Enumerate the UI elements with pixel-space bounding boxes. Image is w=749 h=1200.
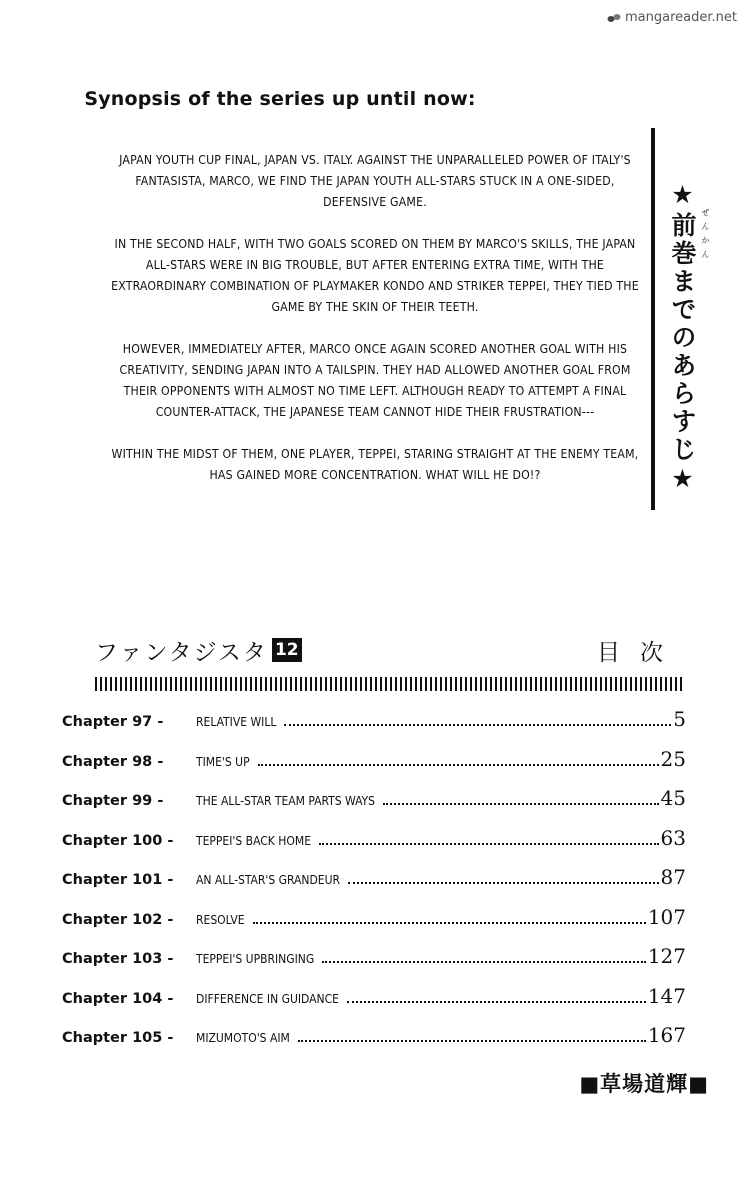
synopsis-title: Synopsis of the series up until now: (84, 88, 476, 110)
toc-row (62, 826, 686, 866)
chapter-number: Chapter 103 - (62, 951, 174, 967)
chapter-title: TEPPEI'S UPBRINGING (196, 952, 315, 966)
chapter-number: Chapter 100 - (62, 832, 174, 849)
dot-leader (348, 882, 659, 884)
dot-leader (258, 764, 659, 766)
series-title (95, 634, 302, 667)
chapter-number: Chapter 104 - (62, 990, 174, 1007)
toc-row (62, 707, 686, 747)
dot-leader (347, 1001, 646, 1003)
toc-row (62, 786, 686, 826)
chapter-number: Chapter 105 - (62, 1030, 174, 1046)
chapter-number: Chapter 102 - (62, 911, 174, 928)
watermark-text: mangareader.net (625, 10, 737, 25)
watermark (607, 10, 737, 25)
synopsis-paragraph: HOWEVER, IMMEDIATELY AFTER, MARCO ONCE AGAIN SCORED ANOTHER GOAL WITH HIS CREATIVITY, SENDING JAPAN INTO A TAILSPIN. THEY HAD ALLOWED ANOTHER GOAL FROM THEIR OPPONENTS WITH ALMOST NO TIME LEFT. ALTHOUGH READY TO ATTEMPT A FINAL COUNTER-ATTACK, THE JAPANESE TEAM CANNOT HIDE THEIR FRUSTRATION--- (119, 342, 631, 419)
synopsis-body (110, 150, 640, 507)
toc-row (62, 905, 686, 945)
sidebar-title: ★前巻までのあらすじ★ (668, 180, 697, 496)
dot-leader (383, 803, 659, 805)
contents-label: 目次 (597, 639, 683, 666)
chapter-page: 107 (647, 904, 686, 929)
chapter-page: 147 (647, 983, 686, 1008)
toc-row (62, 984, 686, 1024)
chapter-page: 45 (660, 786, 686, 810)
chapter-number: Chapter 101 - (62, 872, 174, 888)
chapter-title: RESOLVE (196, 912, 245, 927)
chapter-page: 167 (647, 1023, 686, 1047)
synopsis-paragraph: WITHIN THE MIDST OF THEM, ONE PLAYER, TEPPEI, STARING STRAIGHT AT THE ENEMY TEAM, HAS GAINED MORE CONCENTRATION. WHAT WILL HE DO!? (111, 447, 639, 482)
table-of-contents (62, 707, 686, 1063)
hatch-divider (95, 677, 683, 691)
chapter-title: DIFFERENCE IN GUIDANCE (196, 991, 339, 1006)
toc-row (62, 944, 686, 984)
series-name: ファンタジスタ (95, 639, 268, 666)
toc-row (62, 1023, 686, 1063)
dot-leader (284, 724, 671, 726)
chapter-title: AN ALL-STAR'S GRANDEUR (196, 873, 340, 887)
chapter-page: 25 (660, 746, 686, 771)
chapter-page: 5 (673, 707, 686, 731)
dot-leader (319, 843, 658, 845)
chapter-page: 127 (647, 944, 686, 968)
mangareader-logo-icon (607, 13, 621, 23)
chapter-title: TEPPEI'S BACK HOME (196, 833, 312, 848)
dot-leader (253, 922, 646, 924)
synopsis-paragraph: JAPAN YOUTH CUP FINAL, JAPAN VS. ITALY. AGAINST THE UNPARALLELED POWER OF ITALY'S FANTASISTA, MARCO, WE FIND THE JAPAN YOUTH ALL-STARS STUCK IN A ONE-SIDED, DEFENSIVE GAME. (119, 153, 631, 209)
chapter-title: THE ALL-STAR TEAM PARTS WAYS (196, 794, 375, 808)
chapter-title: RELATIVE WILL (196, 715, 277, 729)
sidebar-divider (651, 128, 655, 510)
sidebar-ruby: ぜんかん (701, 208, 710, 264)
dot-leader (322, 961, 646, 963)
dot-leader (298, 1040, 646, 1042)
chapter-title: MIZUMOTO'S AIM (196, 1031, 290, 1045)
chapter-number: Chapter 99 - (62, 793, 164, 809)
author-name: ■草場道輝■ (579, 1072, 709, 1096)
chapter-number: Chapter 98 - (62, 753, 164, 770)
volume-badge: 12 (272, 638, 302, 662)
chapter-page: 63 (660, 825, 686, 850)
chapter-page: 87 (660, 865, 686, 889)
toc-row (62, 747, 686, 787)
chapter-number: Chapter 97 - (62, 714, 164, 730)
toc-row (62, 865, 686, 905)
synopsis-paragraph: IN THE SECOND HALF, WITH TWO GOALS SCORED ON THEM BY MARCO'S SKILLS, THE JAPAN ALL-STARS WERE IN BIG TROUBLE, BUT AFTER ENTERING EXTRA TIME, WITH THE EXTRAORDINARY COMBINATION OF PLAYMAKER KONDO AND STRIKER TEPPEI, THEY TIED THE GAME BY THE SKIN OF THEIR TEETH. (111, 237, 639, 314)
toc-header (95, 633, 683, 667)
chapter-title: TIME'S UP (196, 754, 250, 769)
